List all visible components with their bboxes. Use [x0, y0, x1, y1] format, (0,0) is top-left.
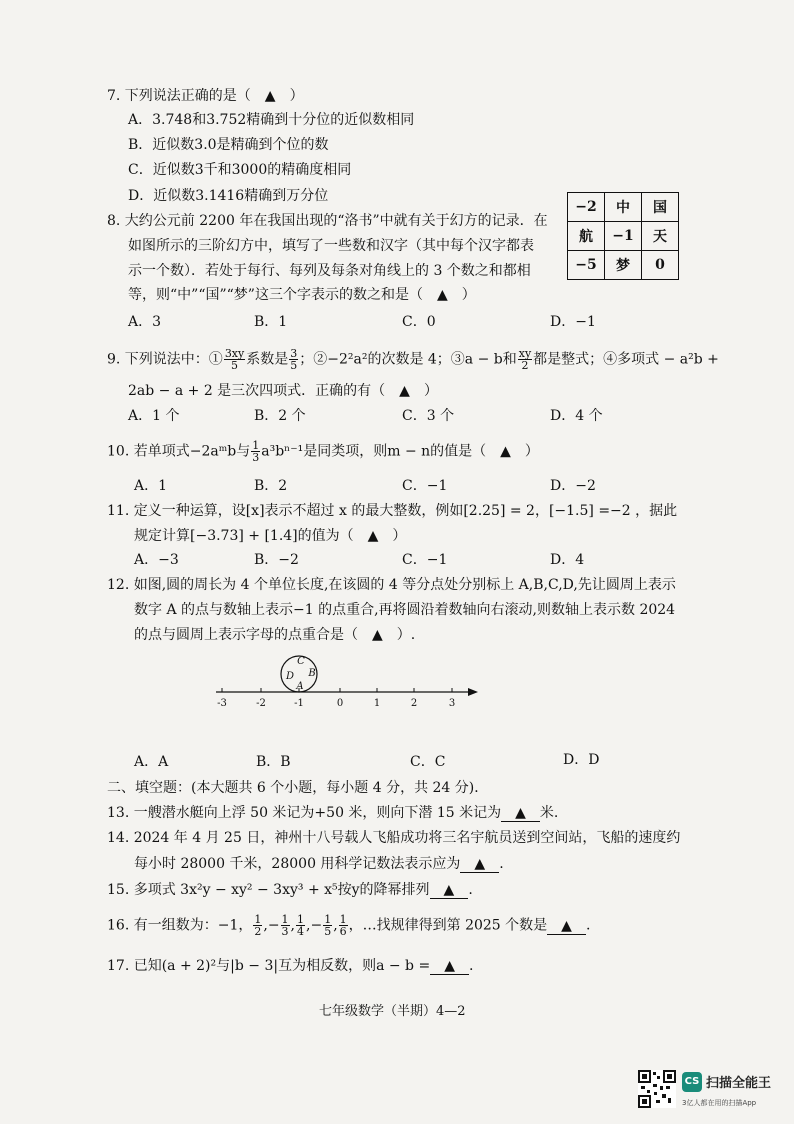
fraction-denominator: 4: [297, 925, 304, 938]
fraction-denominator: 5: [290, 359, 298, 372]
magic-cell: −1: [605, 222, 642, 251]
q8-option-a: A．3: [128, 314, 162, 330]
q12-line-3: 的点与圆周上表示字母的点重合是（ ▲ ）.: [134, 627, 416, 643]
axis-arrow-icon: [468, 688, 478, 696]
q9-fraction-3: [518, 348, 532, 371]
q16-sign: −: [310, 917, 323, 934]
tick-label: 3: [448, 698, 456, 709]
q8-option-d: D．−1: [550, 314, 596, 330]
q17-text: .: [468, 958, 474, 974]
q11-option-b: B．−2: [254, 552, 299, 568]
fraction-denominator: 2: [254, 925, 262, 938]
fraction-numerator: 1: [252, 439, 260, 452]
q9-fraction-1: [224, 348, 245, 371]
magic-cell: −5: [568, 251, 605, 280]
q16-text: .: [585, 917, 591, 934]
q9-option-b: B．2 个: [254, 408, 306, 424]
q9-fraction-2: [289, 348, 298, 371]
q8-line-1: 8. 大约公元前 2200 年在我国出现的“洛书”中就有关于幻方的记录．在: [107, 213, 548, 229]
q16-fraction: [339, 914, 348, 937]
q8-line-2: 如图所示的三阶幻方中，填写了一些数和汉字（其中每个汉字都表: [128, 238, 534, 254]
fraction-numerator: 3xy: [224, 347, 245, 360]
tick-label: -3: [217, 698, 227, 709]
q17: [107, 956, 473, 976]
fraction-numerator: 1: [281, 913, 289, 926]
circle-label-c: C: [297, 656, 305, 667]
q7-option-b: B．近似数3.0是精确到个位的数: [128, 137, 329, 153]
q11-option-d: D．4: [550, 552, 585, 568]
q9-line-1: [107, 348, 719, 371]
q17-text: 17. 已知(a + 2)²与|b − 3|互为相反数，则a − b =: [107, 958, 431, 974]
cs-logo-icon: CS: [682, 1072, 702, 1092]
fraction-denominator: 2: [521, 359, 529, 372]
q16: 16. 有一组数为：−1， $\frac{1}{2}$ ,− $\frac{1}{3}$ , $\frac{1}{4}$ ,− $\frac{1}{5}$ , $\frac{1}{6}$ ，…找规律得到第 2025 个数是 ▲ .: [107, 913, 591, 938]
magic-cell: 梦: [605, 251, 642, 280]
q15-text: .: [468, 882, 473, 898]
fraction-numerator: 1: [324, 913, 332, 926]
q12-line-2: 数字 A 的点与数轴上表示−1 的点重合,再将圆沿着数轴向右滚动,则数轴上表示数 2024: [134, 602, 676, 618]
q16-fraction: [296, 914, 305, 937]
q7-stem: 7. 下列说法正确的是（ ▲ ）: [107, 88, 304, 104]
page-footer: 七年级数学（半期）4—2: [319, 1004, 466, 1019]
fraction-numerator: 3: [290, 347, 298, 360]
q16-sign: −: [267, 917, 280, 934]
q12-option-d: D．D: [563, 752, 600, 768]
q9-line-2: 2ab − a + 2 是三次四项式．正确的有（ ▲ ）: [128, 383, 438, 399]
q10-option-b: B．2: [254, 478, 288, 494]
q11-line-2: 规定计算[−3.73] + [1.4]的值为（ ▲ ）: [134, 528, 407, 544]
q10-option-d: D．−2: [550, 478, 596, 494]
magic-cell: 天: [642, 222, 679, 251]
section-2-heading: 二、填空题：(本大题共 6 个小题，每小题 4 分，共 24 分)．: [107, 780, 489, 796]
q8-line-3: 示一个数）．若处于每行、每列及每条对角线上的 3 个数之和都相: [128, 263, 531, 279]
magic-cell: −2: [568, 193, 605, 222]
q14-line-1: 14. 2024 年 4 月 25 日，神州十八号载人飞船成功将三名宇航员送到空间站，飞船的速度约: [107, 830, 681, 846]
answer-blank: ▲: [501, 805, 540, 822]
fraction-numerator: xy: [518, 347, 532, 360]
q10-stem: [107, 440, 539, 463]
q13-text: 13. 一艘潜水艇向上浮 50 米记为+50 米，则向下潜 15 米记为: [107, 805, 502, 821]
q9-text: ；②−2²a²的次数是 4；③a − b和: [299, 351, 517, 368]
q16-text: ，…找规律得到第 2025 个数是: [348, 917, 548, 934]
q10-fraction: [251, 440, 260, 463]
q16-fraction: [323, 914, 332, 937]
q12-line-1: 12. 如图,圆的周长为 4 个单位长度,在该圆的 4 等分点处分别标上 A,B,C,D,先让圆周上表示: [107, 577, 676, 593]
answer-blank: ▲: [430, 882, 469, 899]
q15-text: 15. 多项式 3x²y − xy² − 3xy³ + x⁵按y的降幂排列: [107, 882, 430, 898]
tick-label: 2: [410, 698, 418, 709]
fraction-denominator: 3: [281, 925, 289, 938]
tick-label: -1: [294, 698, 304, 709]
fraction-denominator: 5: [231, 359, 239, 372]
q9-option-a: A．1 个: [128, 408, 180, 424]
tick-label: -2: [256, 698, 266, 709]
q16-fraction: [281, 914, 290, 937]
q16-fraction: [253, 914, 262, 937]
q9-option-c: C．3 个: [402, 408, 455, 424]
q8-option-c: C．0: [402, 314, 436, 330]
fraction-numerator: 1: [297, 913, 304, 926]
answer-blank: ▲: [430, 958, 469, 975]
q12-option-b: B．B: [256, 754, 291, 770]
q11-option-c: C．−1: [402, 552, 448, 568]
q12-option-c: C．C: [410, 754, 446, 770]
q14-text: 每小时 28000 千米，28000 用科学记数法表示应为: [134, 856, 461, 872]
q9-text: 系数是: [246, 351, 289, 368]
q13-text: 米.: [539, 805, 559, 821]
fraction-denominator: 6: [339, 925, 347, 938]
magic-cell: 中: [605, 193, 642, 222]
scanner-tagline: 3亿人都在用的扫描App: [682, 1099, 757, 1107]
answer-blank: ▲: [547, 918, 586, 935]
q11-line-1: 11. 定义一种运算，设[x]表示不超过 x 的最大整数，例如[2.25] = 2，[−1.5] =−2 ，据此: [107, 503, 678, 519]
q15: [107, 880, 473, 900]
q10-option-c: C．−1: [402, 478, 448, 494]
fraction-denominator: 3: [252, 451, 260, 464]
fraction-numerator: 1: [339, 913, 347, 926]
q12-option-a: A．A: [134, 754, 169, 770]
q11-option-a: A．−3: [134, 552, 179, 568]
q10-option-a: A．1: [134, 478, 168, 494]
magic-cell: 国: [642, 193, 679, 222]
q7-option-a: A．3.748和3.752精确到十分位的近似数相同: [128, 112, 415, 128]
q7-option-c: C．近似数3千和3000的精确度相同: [128, 162, 352, 178]
circle-label-d: D: [285, 671, 295, 682]
q8-option-b: B．1: [254, 314, 288, 330]
magic-cell: 航: [568, 222, 605, 251]
number-line-diagram: [210, 652, 490, 712]
circle-label-a: A: [296, 681, 304, 692]
fraction-numerator: 1: [254, 913, 262, 926]
q10-text: a³bⁿ⁻¹是同类项，则m − n的值是（ ▲ ）: [261, 443, 539, 460]
q9-text: 9. 下列说法中：①: [107, 351, 223, 368]
magic-cell: 0: [642, 251, 679, 280]
q10-text: 10. 若单项式−2aᵐb与: [107, 443, 251, 460]
scanner-brand: 扫描全能王: [706, 1076, 772, 1091]
qr-code-icon: [638, 1070, 676, 1108]
q13: [107, 803, 558, 823]
answer-blank: ▲: [460, 856, 499, 873]
q9-option-d: D．4 个: [550, 408, 603, 424]
q7-option-d: D．近似数3.1416精确到万分位: [128, 188, 329, 204]
q9-text: 都是整式；④多项式 − a²b +: [533, 351, 719, 368]
circle-label-b: B: [308, 668, 316, 679]
q14-line-2: [134, 854, 504, 874]
fraction-denominator: 5: [324, 925, 332, 938]
tick-label: 0: [336, 698, 344, 709]
q14-text: .: [499, 856, 504, 872]
q8-line-4: 等，则“中”“国”“梦”这三个字表示的数之和是（ ▲ ）: [128, 287, 476, 303]
q16-text: 16. 有一组数为：−1，: [107, 917, 253, 934]
tick-label: 1: [373, 698, 381, 709]
magic-square: [567, 192, 679, 280]
